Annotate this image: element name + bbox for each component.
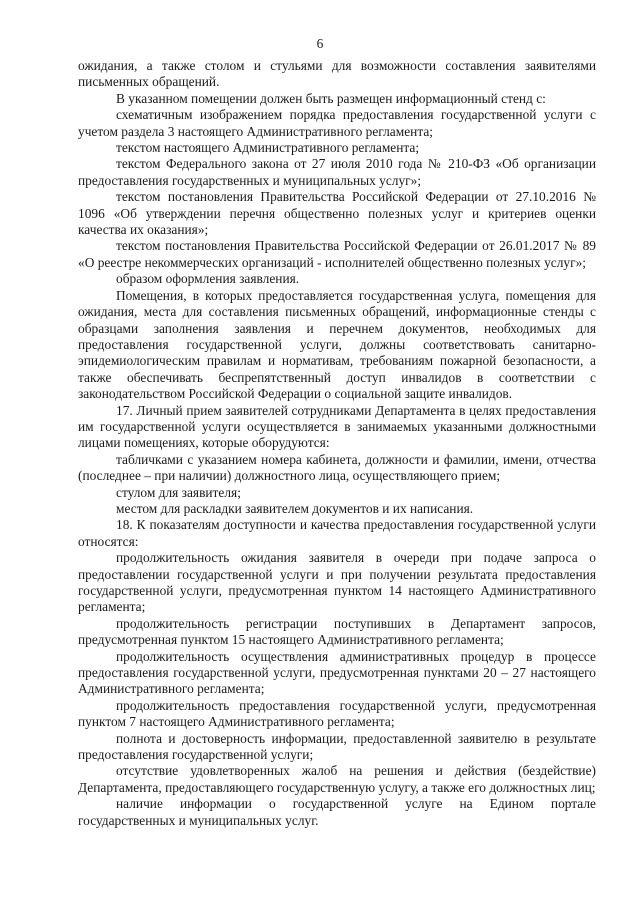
paragraph-section-17: 17. Личный прием заявителей сотрудниками Департамента в целях предоставления им государственной услуги осуществляется в занимаемых указанными должностными лицами помещениях, которые оборудуются: — [78, 402, 596, 451]
paragraph-section-18: 18. К показателям доступности и качества предоставления государственной услуги относятся: — [78, 517, 596, 549]
list-item-procedures-time: продолжительность осуществления административных процедур в процессе предоставления государственной услуги, предусмотренная пунктами 20 – 27 настоящего Административного регламента; — [78, 648, 596, 697]
list-item-document-desk: местом для раскладки заявителем документов и их написания. — [116, 500, 474, 516]
list-item-registration-time: продолжительность регистрации поступивших в Департамент запросов, предусмотренная пунктом 15 настоящего Административного регламента; — [78, 615, 596, 648]
list-item-decree-89: текстом постановления Правительства Российской Федерации от 26.01.2017 № 89 «О реестре некоммерческих организаций - исполнителей общественно полезных услуг»; — [78, 238, 596, 270]
list-item-door-plates: табличками с указанием номера кабинета, должности и фамилии, имени, отчества (последнее – при наличии) должностного лица, осуществляющего прием; — [78, 451, 596, 484]
list-item-federal-law: текстом Федерального закона от 27 июля 2010 года № 210-ФЗ «Об организации предоставления государственных и муниципальных услуг»; — [78, 156, 596, 188]
paragraph-continuation: ожидания, а также столом и стульями для возможности составления заявителями письменных обращений. — [78, 58, 596, 90]
list-item-service-time: продолжительность предоставления государственной услуги, предусмотренная пунктом 7 настоящего Административного регламента; — [78, 697, 596, 730]
list-item-queue-time: продолжительность ожидания заявителя в очереди при подаче запроса о предоставлении государственной услуги и при получении результата предоставления государственной услуги, предусмотренная пунктом 14 настоящего Административного регламента; — [78, 550, 596, 615]
list-item-no-complaints: отсутствие удовлетворенных жалоб на решения и действия (бездействие) Департамента, предоставляющего государственную услугу, а также его должностных лиц; — [78, 763, 596, 795]
paragraph-premises-requirements: Помещения, в которых предоставляется государственная услуга, помещения для ожидания, места для составления письменных обращений, информационные стенды с образцами заполнения заявления и перечнем документов, необходимых для предоставления государственной услуги, должны соответствовать санитарно-эпидемиологическим правилам и нормативам, требованиям пожарной безопасности, а также обеспечивать беспрепятственный доступ инвалидов в соответствии с законодательством Российской Федерации о социальной защите инвалидов. — [78, 287, 596, 402]
list-item-regulation-text: текстом настоящего Административного регламента; — [116, 140, 420, 156]
list-item-portal-info: наличие информации о государственной услуге на Едином портале государственных и муниципальных услуг. — [78, 796, 596, 828]
list-item-information-quality: полнота и достоверность информации, предоставленной заявителю в результате предоставления государственной услуги; — [78, 730, 596, 763]
paragraph-info-stand: В указанном помещении должен быть размещен информационный стенд с: — [116, 90, 546, 106]
list-item-application-sample: образом оформления заявления. — [116, 271, 300, 287]
list-item-scheme: схематичным изображением порядка предоставления государственной услуги с учетом раздела 3 настоящего Административного регламента; — [78, 107, 596, 139]
list-item-decree-1096: текстом постановления Правительства Российской Федерации от 27.10.2016 № 1096 «Об утверждении перечня общественно полезных услуг и критериев оценки качества их оказания»; — [78, 189, 596, 238]
page-number: 6 — [316, 36, 324, 51]
list-item-chair: стулом для заявителя; — [116, 484, 241, 500]
document-body — [78, 58, 596, 829]
